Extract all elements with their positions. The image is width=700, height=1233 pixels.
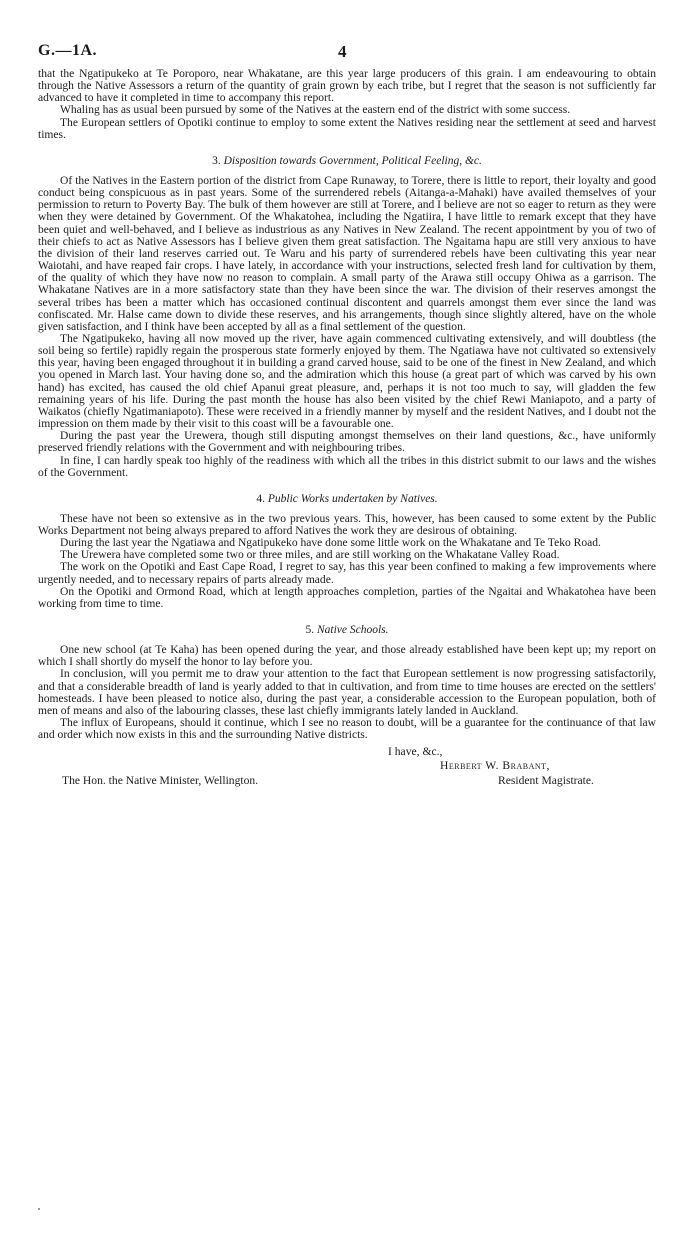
- closing-block: [38, 743, 656, 801]
- section-title: Public Works undertaken by Natives.: [267, 492, 438, 505]
- section-heading: [38, 624, 656, 636]
- section-number: 5.: [305, 624, 315, 637]
- scan-mark: [38, 1208, 40, 1210]
- paragraph: The Urewera have completed some two or three miles, and are still working on the Whakatane Valley Road.: [60, 549, 560, 562]
- paragraph: On the Opotiki and Ormond Road, which at length approaches completion, parties of the Ngaitai and Whakatohea have been working from time to time.: [38, 585, 656, 610]
- paragraph: These have not been so extensive as in the two previous years. This, however, has been caused to some extent by the Public Works Department not being always prepared to afford Natives the work they are desirous of obtaining.: [38, 512, 656, 537]
- section-disposition: [38, 155, 656, 479]
- page-header: [38, 42, 656, 68]
- section-heading: [38, 493, 656, 505]
- paragraph: In fine, I can hardly speak too highly of the readiness with which all the tribes in this district submit to our laws and the wishes of the Government.: [38, 454, 656, 479]
- paragraph: During the past year the Urewera, though still disputing amongst themselves on their land questions, &c., have uniformly preserved friendly relations with the Government and with neighbouring tribes.: [38, 430, 656, 455]
- paragraph: The influx of Europeans, should it continue, which I see no reason to doubt, will be a guarantee for the continuance of that law and order which now exists in this and the surrounding Native districts.: [38, 717, 656, 742]
- signature: Herbert W. Brabant,: [440, 759, 550, 773]
- paragraph: The Ngatipukeko, having all now moved up the river, have again commenced cultivating extensively, and will doubtless (the soil being so fertile) rapidly regain the prosperous state formerly enjoyed by them. The Ngatiawa have not cultivated so extensively this year, having been engaged throughout it in building a grand carved house, said to be one of the finest in New Zealand, and which you opened in March last. Your having done so, and the admiration which this house (a great part of which was carved by his own hand) has excited, has caused the old chief Apanui great pleasure, and, perhaps it is not too much to say, will gladden the few remaining years of his life. During the past month the house has also been visited by the chief Rewi Maniapoto, and a party of Waikatos (chiefly Ngatimaniapoto). These were received in a friendly manner by myself and the resident Natives, and I doubt not the impression on them made by their visit to this coast will be a favourable one.: [38, 332, 656, 431]
- section-title: Native Schools.: [316, 624, 389, 637]
- signatory-title: Resident Magistrate.: [498, 774, 594, 788]
- section-number: 3.: [212, 154, 221, 167]
- section-native-schools: [38, 624, 656, 741]
- intro-section: [38, 68, 656, 141]
- page-number: 4: [338, 42, 347, 61]
- paragraph: Of the Natives in the Eastern portion of the district from Cape Runaway, to Torere, there is little to report, their loyalty and good conduct being conspicuous as in past years. Some of the surrendered rebels (Aitanga-a-Mahaki) have availed themselves of your permission to return to Poverty Bay. The bulk of them however are still at Torere, and I believe are not so eager to return as they were when they were detained by Government. Of the Whakatohea, including the Ngatiira, I have little to remark except that they have been quiet and well-behaved, and I believe as industrious as any Natives in New Zealand. The recent appointment by you of two of their chiefs to act as Native Assessors has I believe given them great satisfaction. The Ngaitama hapu are still very anxious to have the division of their land reserves carried out. Te Waru and his party of surrendered rebels have been cultivating this year near Waiotahi, and have reaped fair crops. I have lately, in accordance with your instructions, selected fresh land for cultivation by them, of the quality of which they have now no reason to complain. A small party of the Arawa still occupy Ohiwa as a garrison. The Whakatane Natives are in a more satisfactory state than they have been since the war. The division of their reserves amongst the several tribes has been a matter which has occasioned continual discontent and quarrels amongst them ever since the land was confiscated. Mr. Halse came down to divide these reserves, and his arrangements, though since slightly altered, have on the whole given satisfaction, and I think have been accepted by all as a final settlement of the question.: [38, 174, 656, 333]
- paragraph: The work on the Opotiki and East Cape Road, I regret to say, has this year been confined to making a few improvements where urgently needed, and to necessary repairs of parts already made.: [38, 561, 656, 586]
- paragraph: The European settlers of Opotiki continue to employ to some extent the Natives residing near the settlement at seed and harvest times.: [38, 116, 656, 141]
- document-page: [38, 42, 656, 801]
- page-reference: G.—1A.: [38, 42, 97, 59]
- paragraph: During the last year the Ngatiawa and Ngatipukeko have done some little work on the Whakatane and Te Teko Road.: [60, 537, 601, 550]
- paragraph: In conclusion, will you permit me to draw your attention to the fact that European settlement is now progressing satisfactorily, and that a considerable breadth of land is yearly added to that in cultivation, and from time to time houses are erected on the settlers' homesteads. I have been pleased to notice also, during the past year, a considerable accession to the European population, both of men of means and also of the labouring classes, these last chiefly immigrants lately landed in Auckland.: [38, 668, 656, 717]
- section-public-works: [38, 493, 656, 610]
- salutation: I have, &c.,: [388, 745, 443, 759]
- section-title: Disposition towards Government, Political Feeling, &c.: [223, 154, 482, 167]
- section-heading: [38, 155, 656, 167]
- paragraph: that the Ngatipukeko at Te Poroporo, near Whakatane, are this year large producers of this grain. I am endeavouring to obtain through the Native Assessors a return of the quantity of grain grown by each tribe, but I regret that the season is not sufficiently far advanced to have it completed in time to accompany this report.: [38, 68, 656, 105]
- paragraph: One new school (at Te Kaha) has been opened during the year, and those already established have been kept up; my report on which I shall shortly do myself the honor to lay before you.: [38, 644, 656, 669]
- paragraph: Whaling has as usual been pursued by some of the Natives at the eastern end of the district with some success.: [60, 104, 571, 117]
- addressee: The Hon. the Native Minister, Wellington.: [62, 774, 259, 788]
- section-number: 4.: [256, 492, 265, 505]
